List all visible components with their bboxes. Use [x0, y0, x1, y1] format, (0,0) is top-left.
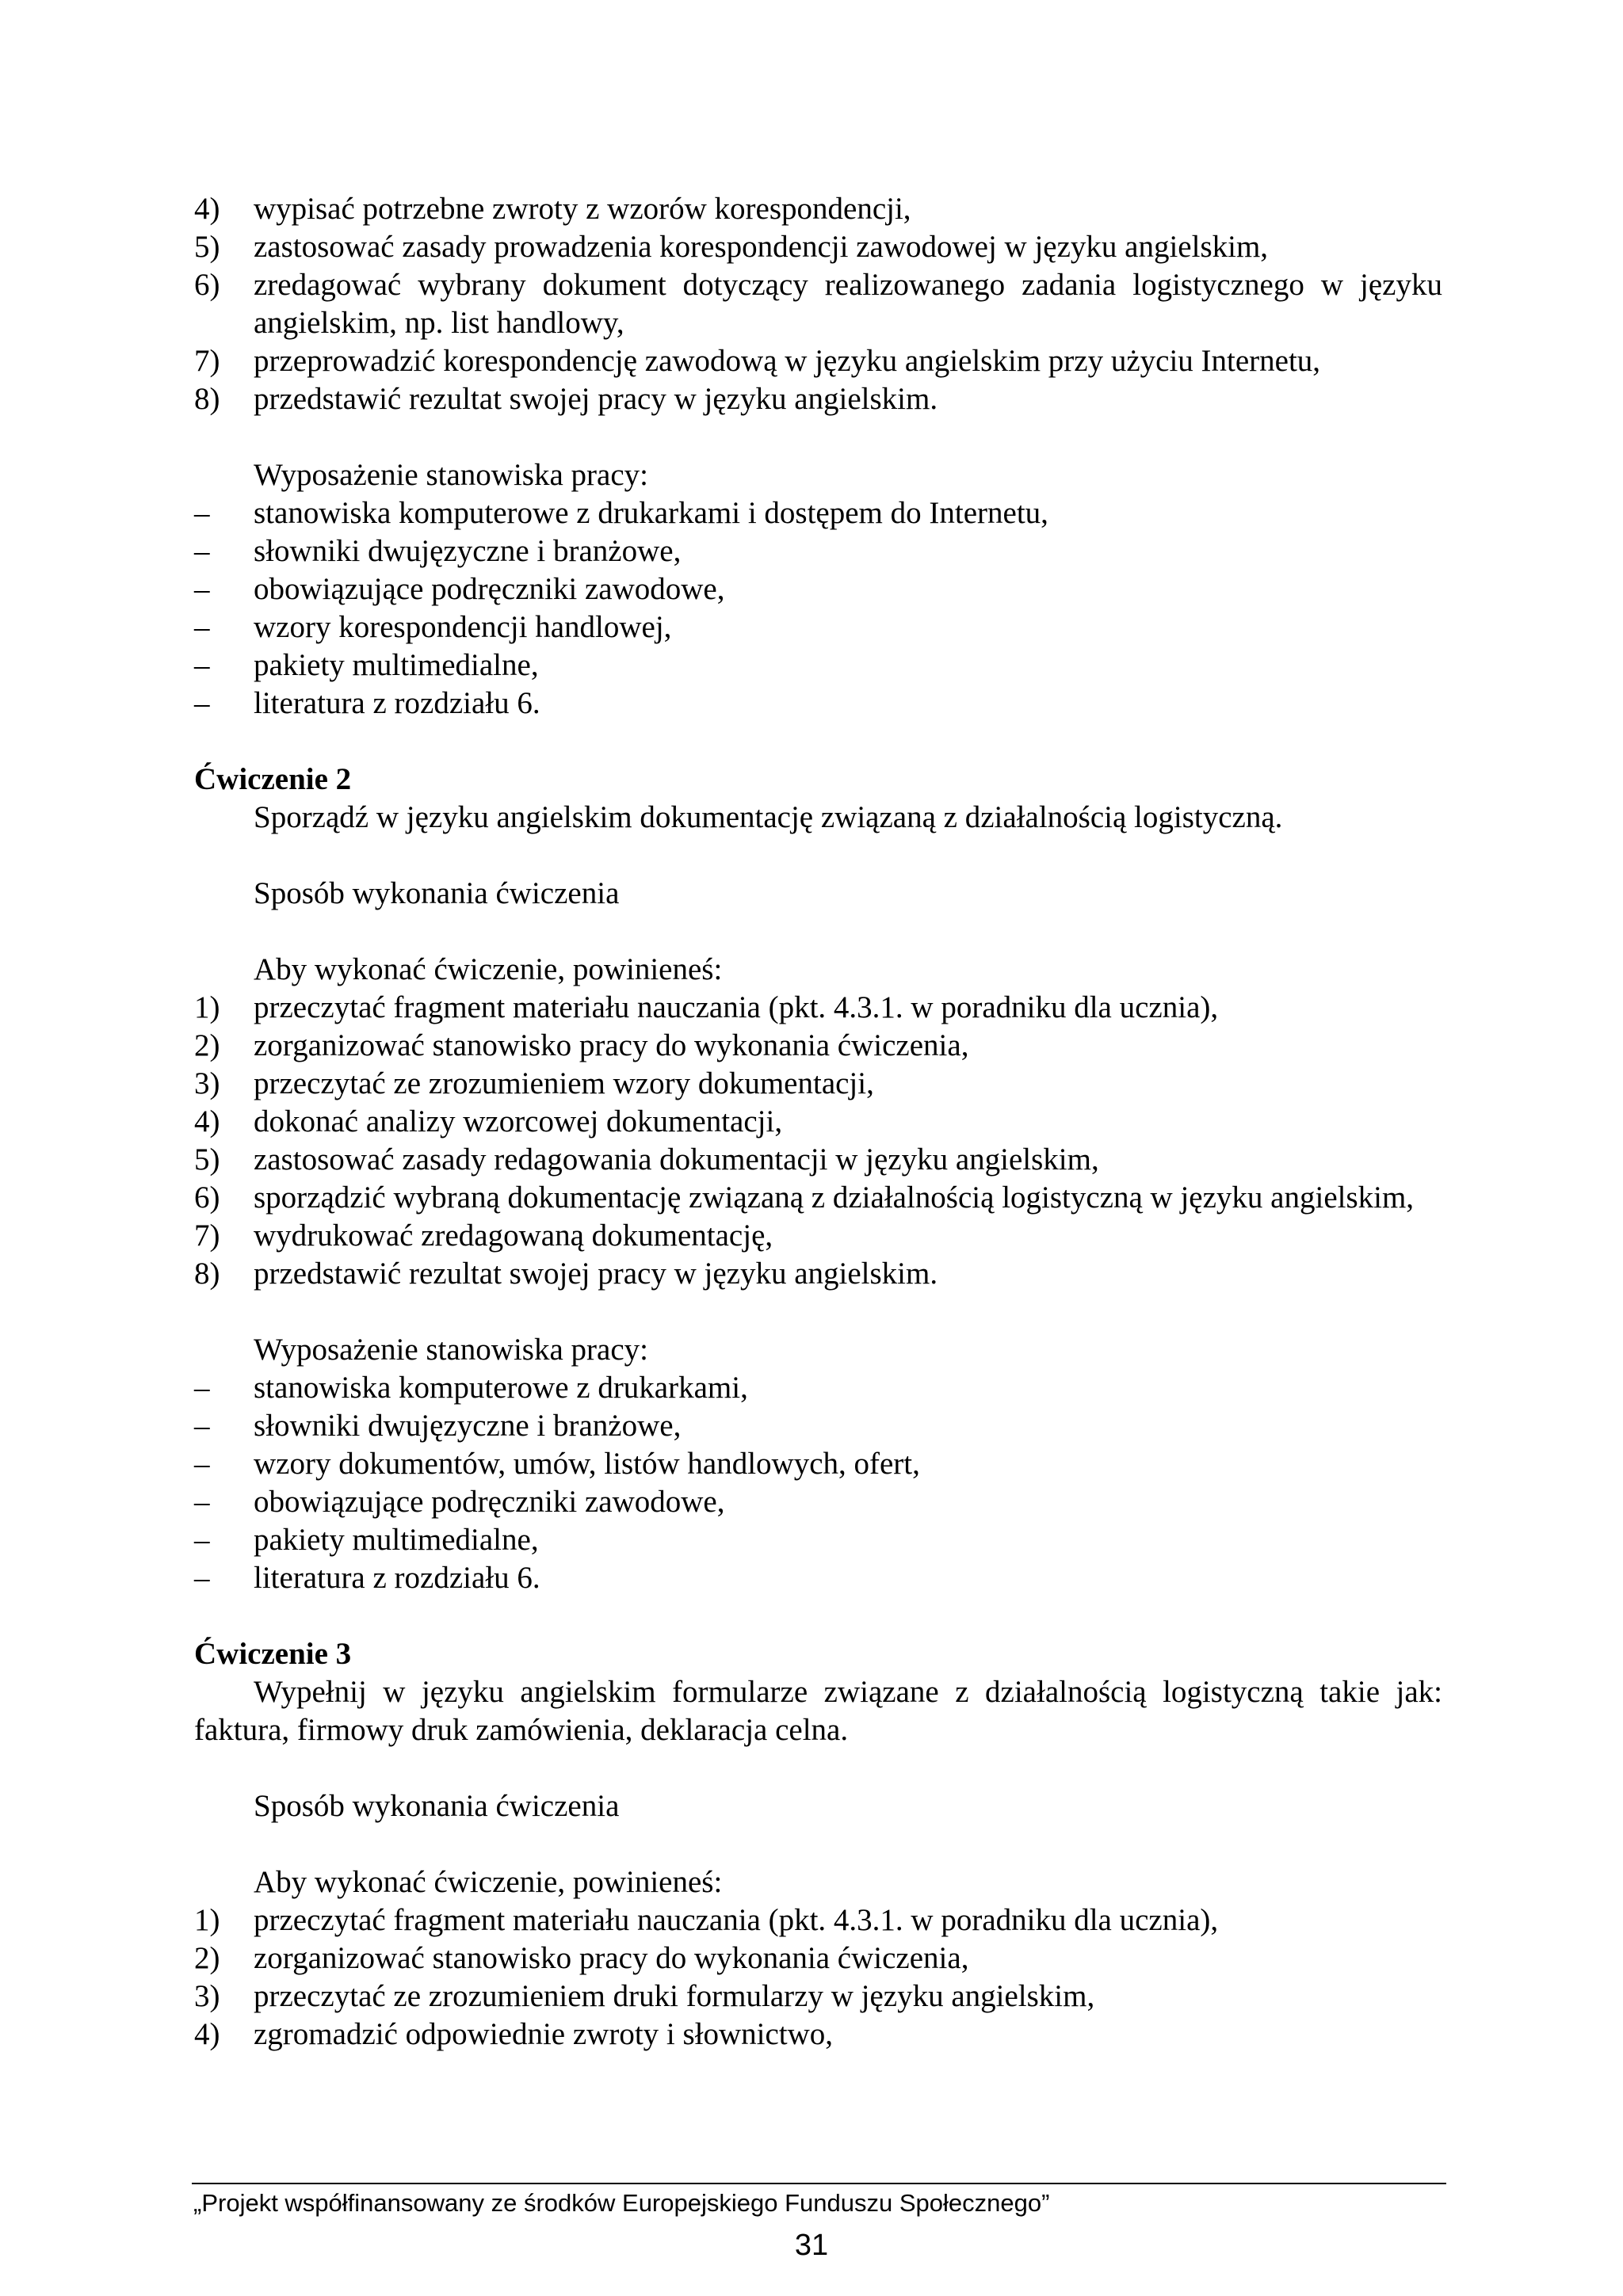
exercise-3-heading: Ćwiczenie 3: [194, 1637, 352, 1671]
list-item: [194, 1939, 1442, 1978]
list-item: [194, 266, 1442, 342]
list-item: [194, 1065, 1442, 1103]
list-text: zorganizować stanowisko pracy do wykonania ćwiczenia,: [254, 1941, 969, 1975]
list-text: słowniki dwujęzyczne i branżowe,: [254, 1409, 682, 1443]
list-marker: –: [194, 572, 210, 606]
list-marker: 4): [194, 192, 220, 226]
list-item: [194, 608, 1442, 646]
list-text: przeczytać ze zrozumieniem wzory dokumentacji,: [254, 1066, 874, 1100]
list-item: [194, 532, 1442, 570]
list-item: [194, 1217, 1442, 1255]
list-marker: 7): [194, 1219, 220, 1253]
list-text: przedstawić rezultat swojej pracy w języku angielskim.: [254, 382, 938, 416]
list-marker: 8): [194, 1257, 220, 1291]
list-marker: –: [194, 1447, 210, 1481]
list-marker: 1): [194, 1903, 220, 1937]
exercise-3-intro: Aby wykonać ćwiczenie, powinieneś:: [254, 1865, 723, 1899]
exercise-3-steps: [194, 1901, 1442, 2054]
list-marker: 3): [194, 1066, 220, 1100]
exercise-2-method-title: Sposób wykonania ćwiczenia: [254, 876, 620, 910]
list-marker: –: [194, 686, 210, 720]
list-marker: 4): [194, 2017, 220, 2051]
list-item: [194, 1179, 1442, 1217]
list-marker: –: [194, 1371, 210, 1405]
list-marker: –: [194, 648, 210, 682]
exercise-3-method-title: Sposób wykonania ćwiczenia: [254, 1789, 620, 1823]
list-text: przedstawić rezultat swojej pracy w języku angielskim.: [254, 1257, 938, 1291]
list-item: [194, 380, 1442, 418]
list-text: przeczytać fragment materiału nauczania (pkt. 4.3.1. w poradniku dla ucznia),: [254, 1903, 1219, 1937]
list-text: zredagować wybrany dokument dotyczący realizowanego zadania logistycznego w języku angielskim, np. list handlowy,: [254, 268, 1442, 340]
equipment-list-1: [194, 494, 1442, 723]
list-text: zgromadzić odpowiednie zwroty i słownictwo,: [254, 2017, 834, 2051]
list-marker: 7): [194, 344, 220, 378]
list-item: [194, 1901, 1442, 1939]
list-text: słowniki dwujęzyczne i branżowe,: [254, 534, 682, 568]
equipment-list-2: [194, 1369, 1442, 1597]
list-text: stanowiska komputerowe z drukarkami,: [254, 1371, 748, 1405]
list-item: [194, 989, 1442, 1027]
exercise-2-steps: [194, 989, 1442, 1293]
list-text: stanowiska komputerowe z drukarkami i dostępem do Internetu,: [254, 496, 1048, 530]
list-marker: 2): [194, 1941, 220, 1975]
list-marker: 1): [194, 990, 220, 1024]
list-item: [194, 1141, 1442, 1179]
list-text: literatura z rozdziału 6.: [254, 686, 540, 720]
list-marker: 2): [194, 1028, 220, 1062]
list-item: [194, 228, 1442, 266]
page-footer: [192, 2183, 1446, 2219]
list-item: [194, 646, 1442, 685]
list-marker: 5): [194, 230, 220, 264]
list-item: [194, 1483, 1442, 1521]
list-top: [194, 190, 1442, 418]
document-body: [194, 190, 1442, 2054]
list-text: sporządzić wybraną dokumentację związaną z działalnością logistyczną w języku angielskim,: [254, 1180, 1415, 1215]
list-text: przeczytać fragment materiału nauczania (pkt. 4.3.1. w poradniku dla ucznia),: [254, 990, 1219, 1024]
list-text: zorganizować stanowisko pracy do wykonania ćwiczenia,: [254, 1028, 969, 1062]
list-marker: 6): [194, 1180, 220, 1215]
list-text: przeczytać ze zrozumieniem druki formularzy w języku angielskim,: [254, 1979, 1095, 2013]
list-marker: 6): [194, 268, 220, 302]
list-marker: –: [194, 534, 210, 568]
list-item: [194, 2016, 1442, 2054]
exercise-3-task: Wypełnij w języku angielskim formularze związane z działalnością logistyczną takie jak: faktura, firmowy druk zamówienia, deklaracja celna.: [194, 1675, 1442, 1747]
list-text: literatura z rozdziału 6.: [254, 1561, 540, 1595]
exercise-2-task: Sporządź w języku angielskim dokumentację związaną z działalnością logistyczną.: [254, 800, 1283, 834]
list-marker: –: [194, 1409, 210, 1443]
list-item: [194, 190, 1442, 228]
list-text: dokonać analizy wzorcowej dokumentacji,: [254, 1104, 783, 1138]
equipment-title-1: Wyposażenie stanowiska pracy:: [254, 458, 648, 492]
list-item: [194, 1027, 1442, 1065]
list-text: przeprowadzić korespondencję zawodową w języku angielskim przy użyciu Internetu,: [254, 344, 1321, 378]
list-item: [194, 494, 1442, 532]
page-number: 31: [794, 2229, 829, 2262]
list-text: obowiązujące podręczniki zawodowe,: [254, 1485, 725, 1519]
list-text: pakiety multimedialne,: [254, 1523, 539, 1557]
list-text: wzory korespondencji handlowej,: [254, 610, 672, 644]
list-text: zastosować zasady prowadzenia korespondencji zawodowej w języku angielskim,: [254, 230, 1269, 264]
list-item: [194, 1103, 1442, 1141]
equipment-title-2: Wyposażenie stanowiska pracy:: [254, 1333, 648, 1367]
footer-text: „Projekt współfinansowany ze środków Europejskiego Funduszu Społecznego”: [193, 2189, 1050, 2217]
exercise-2-intro: Aby wykonać ćwiczenie, powinieneś:: [254, 952, 723, 986]
list-text: zastosować zasady redagowania dokumentacji w języku angielskim,: [254, 1142, 1099, 1177]
list-item: [194, 1978, 1442, 2016]
list-marker: 5): [194, 1142, 220, 1177]
list-item: [194, 570, 1442, 608]
list-item: [194, 1407, 1442, 1445]
list-item: [194, 342, 1442, 380]
list-item: [194, 1559, 1442, 1597]
list-item: [194, 1445, 1442, 1483]
list-text: wydrukować zredagowaną dokumentację,: [254, 1219, 773, 1253]
list-item: [194, 1369, 1442, 1407]
list-marker: 4): [194, 1104, 220, 1138]
list-item: [194, 1521, 1442, 1559]
list-marker: –: [194, 496, 210, 530]
list-text: obowiązujące podręczniki zawodowe,: [254, 572, 725, 606]
list-marker: –: [194, 1523, 210, 1557]
list-marker: –: [194, 1561, 210, 1595]
list-item: [194, 685, 1442, 723]
exercise-2-heading: Ćwiczenie 2: [194, 762, 352, 796]
list-marker: 8): [194, 382, 220, 416]
list-text: pakiety multimedialne,: [254, 648, 539, 682]
list-marker: –: [194, 1485, 210, 1519]
list-text: wypisać potrzebne zwroty z wzorów korespondencji,: [254, 192, 911, 226]
list-item: [194, 1255, 1442, 1293]
list-text: wzory dokumentów, umów, listów handlowych, ofert,: [254, 1447, 920, 1481]
list-marker: 3): [194, 1979, 220, 2013]
list-marker: –: [194, 610, 210, 644]
